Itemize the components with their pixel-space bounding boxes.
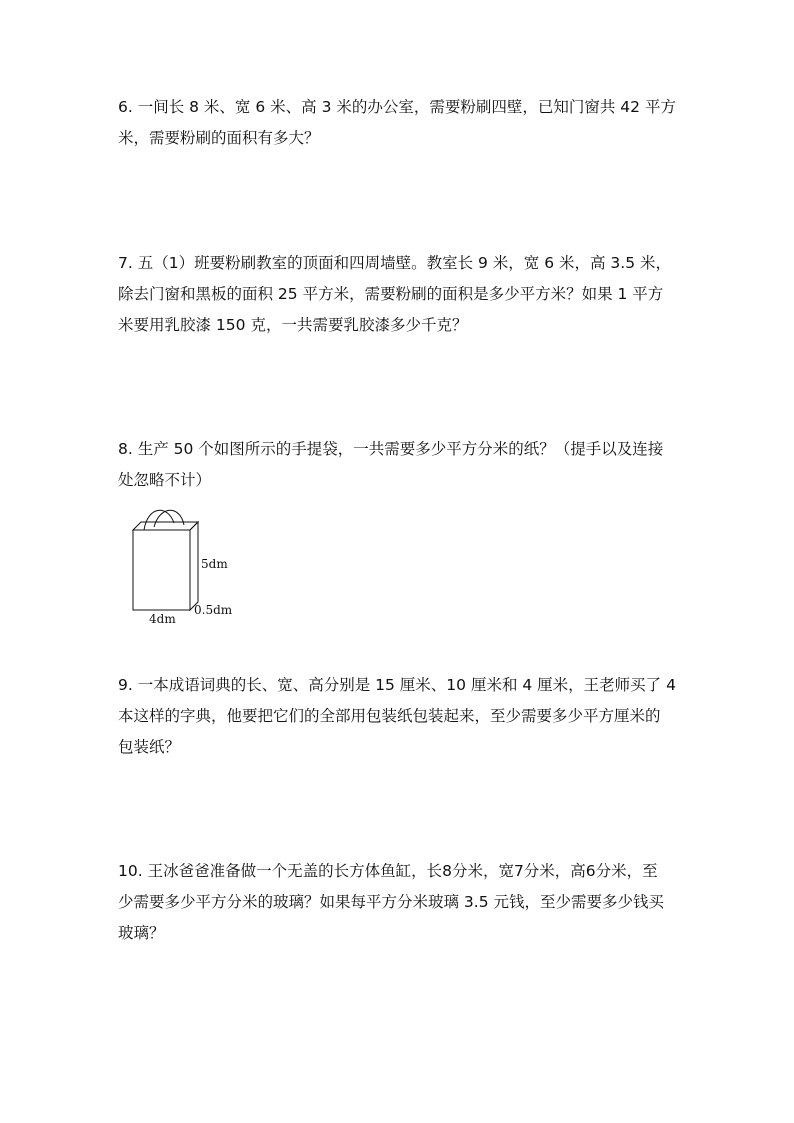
depth-label: 0.5dm — [194, 603, 233, 617]
problem-7-line-2: 除去门窗和黑板的面积 25 平方米，需要粉刷的面积是多少平方米？如果 1 平方 — [118, 285, 664, 303]
handbag-figure — [118, 505, 258, 634]
problem-7-line-3: 米要用乳胶漆 150 克，一共需要乳胶漆多少千克？ — [118, 316, 468, 334]
bag-front-face — [133, 530, 190, 610]
handbag-diagram — [118, 505, 258, 630]
problem-10-line-3: 玻璃？ — [118, 924, 165, 942]
problem-10-line-1: 10. 王冰爸爸准备做一个无盖的长方体鱼缸，长8分米，宽7分米，高6分米，至 — [118, 862, 658, 880]
problem-6-line-2: 米，需要粉刷的面积有多大？ — [118, 129, 320, 147]
problem-10-line-2: 少需要多少平方分米的玻璃？如果每平方分米玻璃 3.5 元钱，至少需要多少钱买 — [118, 893, 665, 911]
problem-8 — [118, 434, 688, 496]
problem-9-line-2: 本这样的字典，他要把它们的全部用包装纸包装起来，至少需要多少平方厘米的 — [118, 707, 661, 725]
problem-9 — [118, 670, 688, 763]
problem-8-line-2: 处忽略不计） — [118, 471, 212, 489]
problem-9-line-3: 包装纸？ — [118, 738, 181, 756]
problem-10 — [118, 856, 688, 949]
problem-6 — [118, 92, 688, 154]
width-label: 4dm — [149, 612, 176, 626]
problem-7-line-1: 7. 五（1）班要粉刷教室的顶面和四周墙壁。教室长 9 米，宽 6 米，高 3.5 米， — [118, 254, 672, 272]
problem-9-line-1: 9. 一本成语词典的长、宽、高分别是 15 厘米、10 厘米和 4 厘米，王老师买了 4 — [118, 676, 676, 694]
problem-7 — [118, 248, 688, 341]
bag-top-face — [133, 522, 198, 530]
bag-handle-right — [154, 510, 184, 527]
bag-handle-left — [144, 510, 174, 530]
bag-side-face — [190, 522, 198, 610]
problem-8-line-1: 8. 生产 50 个如图所示的手提袋，一共需要多少平方分米的纸？（提手以及连接 — [118, 440, 664, 458]
height-label: 5dm — [201, 557, 228, 571]
problem-6-line-1: 6. 一间长 8 米、宽 6 米、高 3 米的办公室，需要粉刷四壁，已知门窗共 42 平方 — [118, 98, 676, 116]
